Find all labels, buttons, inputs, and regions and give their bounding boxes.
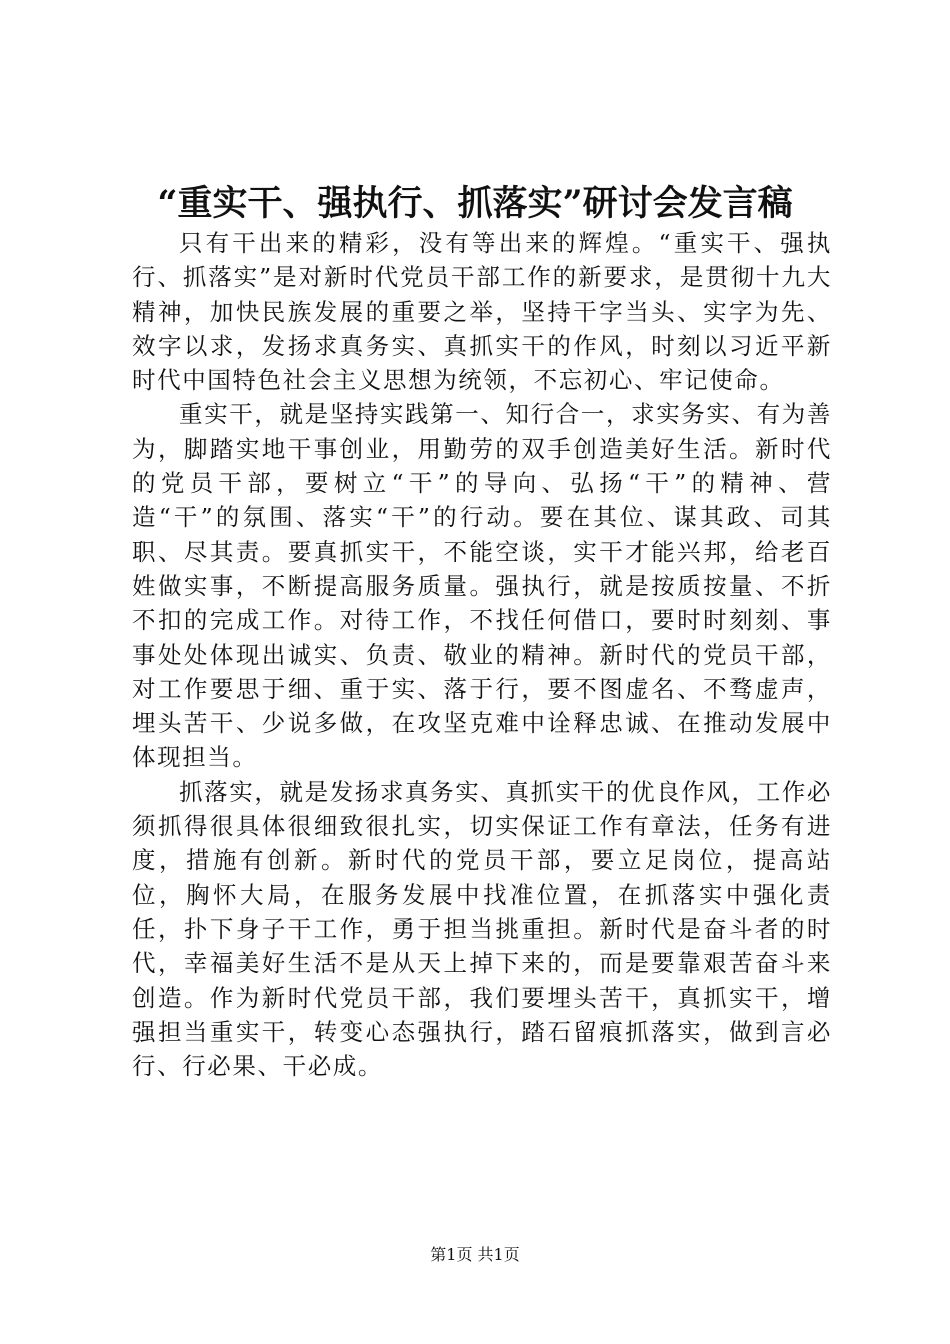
document-title: “重实干、强执行、抓落实”研讨会发言稿 (157, 183, 793, 224)
paragraph-implementation: 抓落实，就是发扬求真务实、真抓实干的优良作风，工作必须抓得很具体很细致很扎实，切实保证工作有章法，任务有进度，措施有创新。新时代的党员干部，要立足岗位，提高站位，胸怀大局，在服务发展中找准位置，在抓落实中强化责任，扑下身子干工作，勇于担当挑重担。新时代是奋斗者的时代，幸福美好生活不是从天上掉下来的，而是要靠艰苦奋斗来创造。作为新时代党员干部，我们要埋头苦干，真抓实干，增强担当重实干，转变心态强执行，踏石留痕抓落实，做到言必行、行必果、干必成。 (132, 777, 832, 1081)
document-body (132, 226, 832, 1083)
paragraph-intro: 只有干出来的精彩，没有等出来的辉煌。“重实干、强执行、抓落实”是对新时代党员干部工作的新要求，是贯彻十九大精神，加快民族发展的重要之举，坚持干字当头、实字为先、效字以求，发扬求真务实、真抓实干的作风，时刻以习近平新时代中国特色社会主义思想为统领，不忘初心、牢记使命。 (132, 229, 832, 395)
page-footer: 第1页 共1页 (430, 1245, 520, 1264)
paragraph-execution: 重实干，就是坚持实践第一、知行合一，求实务实、有为善为，脚踏实地干事创业，用勤劳的双手创造美好生活。新时代的党员干部，要树立“干”的导向、弘扬“干”的精神、营造“干”的氛围、落实“干”的行动。要在其位、谋其政、司其职、尽其责。要真抓实干，不能空谈，实干才能兴邦，给老百姓做实事，不断提高服务质量。强执行，就是按质按量、不折不扣的完成工作。对待工作，不找任何借口，要时时刻刻、事事处处体现出诚实、负责、敬业的精神。新时代的党员干部，对工作要思于细、重于实、落于行，要不图虚名、不骛虚声，埋头苦干、少说多做，在攻坚克难中诠释忠诚、在推动发展中体现担当。 (132, 400, 832, 772)
